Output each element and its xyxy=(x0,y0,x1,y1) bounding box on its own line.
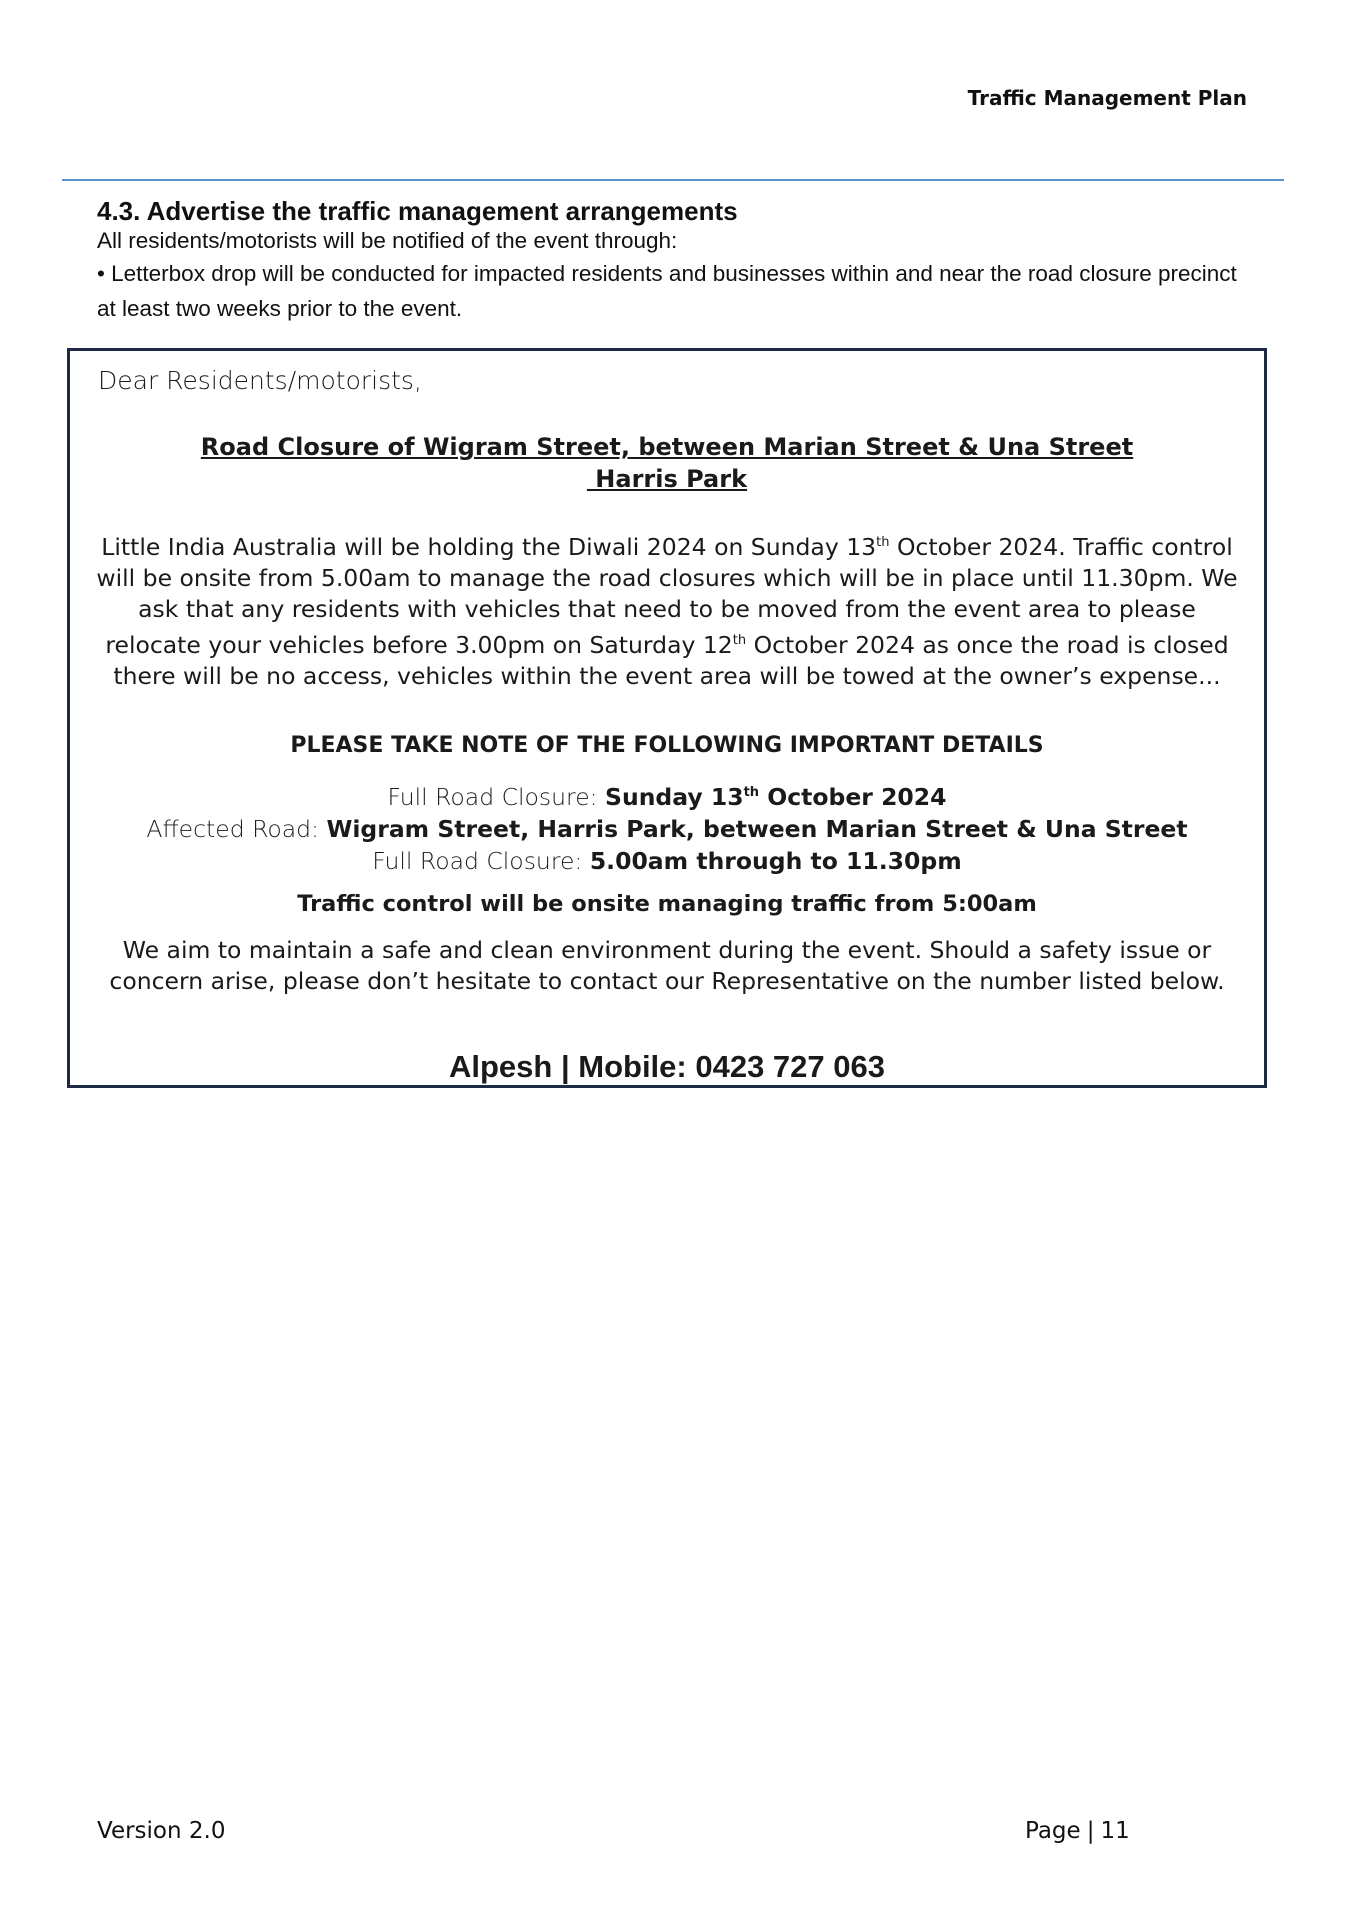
page-separator: | xyxy=(1086,1818,1095,1844)
notice-body-part3: October 2024 as once the road is closed there will be no access, vehicles within the event area will be towed at the owner’s expense... xyxy=(113,630,1229,690)
notice-body-part1: Little India Australia will be holding the Diwali 2024 on Sunday 13 xyxy=(101,532,877,561)
page-number: 11 xyxy=(1100,1818,1130,1844)
contact-line: Alpesh | Mobile: 0423 727 063 xyxy=(449,1049,885,1084)
detail-value-after: October 2024 xyxy=(759,782,947,811)
closure-details xyxy=(90,777,1244,877)
section-heading: 4.3. Advertise the traffic management arrangements xyxy=(97,196,738,226)
notice-body-sup1: th xyxy=(876,535,890,550)
section-advertise xyxy=(97,196,1247,326)
notice-title xyxy=(90,431,1244,495)
detail-value: 5.00am through to 11.30pm xyxy=(589,846,962,875)
important-heading: PLEASE TAKE NOTE OF THE FOLLOWING IMPORTANT DETAILS xyxy=(290,733,1044,758)
detail-row-affected-road xyxy=(90,813,1244,845)
notice-body xyxy=(92,527,1242,692)
notice-greeting: Dear Residents/motorists, xyxy=(98,366,422,395)
footer-version: Version 2.0 xyxy=(97,1818,226,1844)
detail-label: Full Road Closure: xyxy=(372,846,590,875)
section-intro: All residents/motorists will be notified of the event through: xyxy=(97,228,678,253)
section-bullet: • Letterbox drop will be conducted for impacted residents and businesses within and near the road closure precinct at least two weeks prior to the event. xyxy=(97,261,1237,321)
safety-paragraph: We aim to maintain a safe and clean environment during the event. Should a safety issue or concern arise, please don’t hesitate to contact our Representative on the number listed below. xyxy=(109,936,1225,995)
detail-label: Affected Road: xyxy=(146,814,327,843)
footer-page-number xyxy=(1025,1818,1130,1844)
notice-box xyxy=(67,348,1267,1088)
header-divider xyxy=(62,179,1284,181)
detail-row-closure-time xyxy=(90,845,1244,877)
page-label: Page xyxy=(1025,1818,1081,1844)
notice-body-sup2: th xyxy=(732,632,747,648)
notice-title-line1: Road Closure of Wigram Street, between Marian Street & Una Street xyxy=(200,433,1134,461)
notice-title-line2: Harris Park xyxy=(586,465,748,493)
detail-sup: th xyxy=(743,785,760,800)
notice-body-part2: October 2024. Traffic control will be onsite from 5.00am to manage the road closures which will be in place until 11.30pm. We ask that any residents with vehicles that need to be moved from the event area to please relocate your vehicles before 3.00pm on Saturday 12 xyxy=(96,532,1238,659)
detail-label: Full Road Closure: xyxy=(387,782,606,811)
detail-value: Sunday 13 xyxy=(605,782,744,811)
header-title: Traffic Management Plan xyxy=(967,86,1247,110)
traffic-control-note: Traffic control will be onsite managing traffic from 5:00am xyxy=(297,891,1037,917)
detail-value: Wigram Street, Harris Park, between Marian Street & Una Street xyxy=(326,814,1188,843)
detail-row-closure-date xyxy=(90,777,1244,813)
